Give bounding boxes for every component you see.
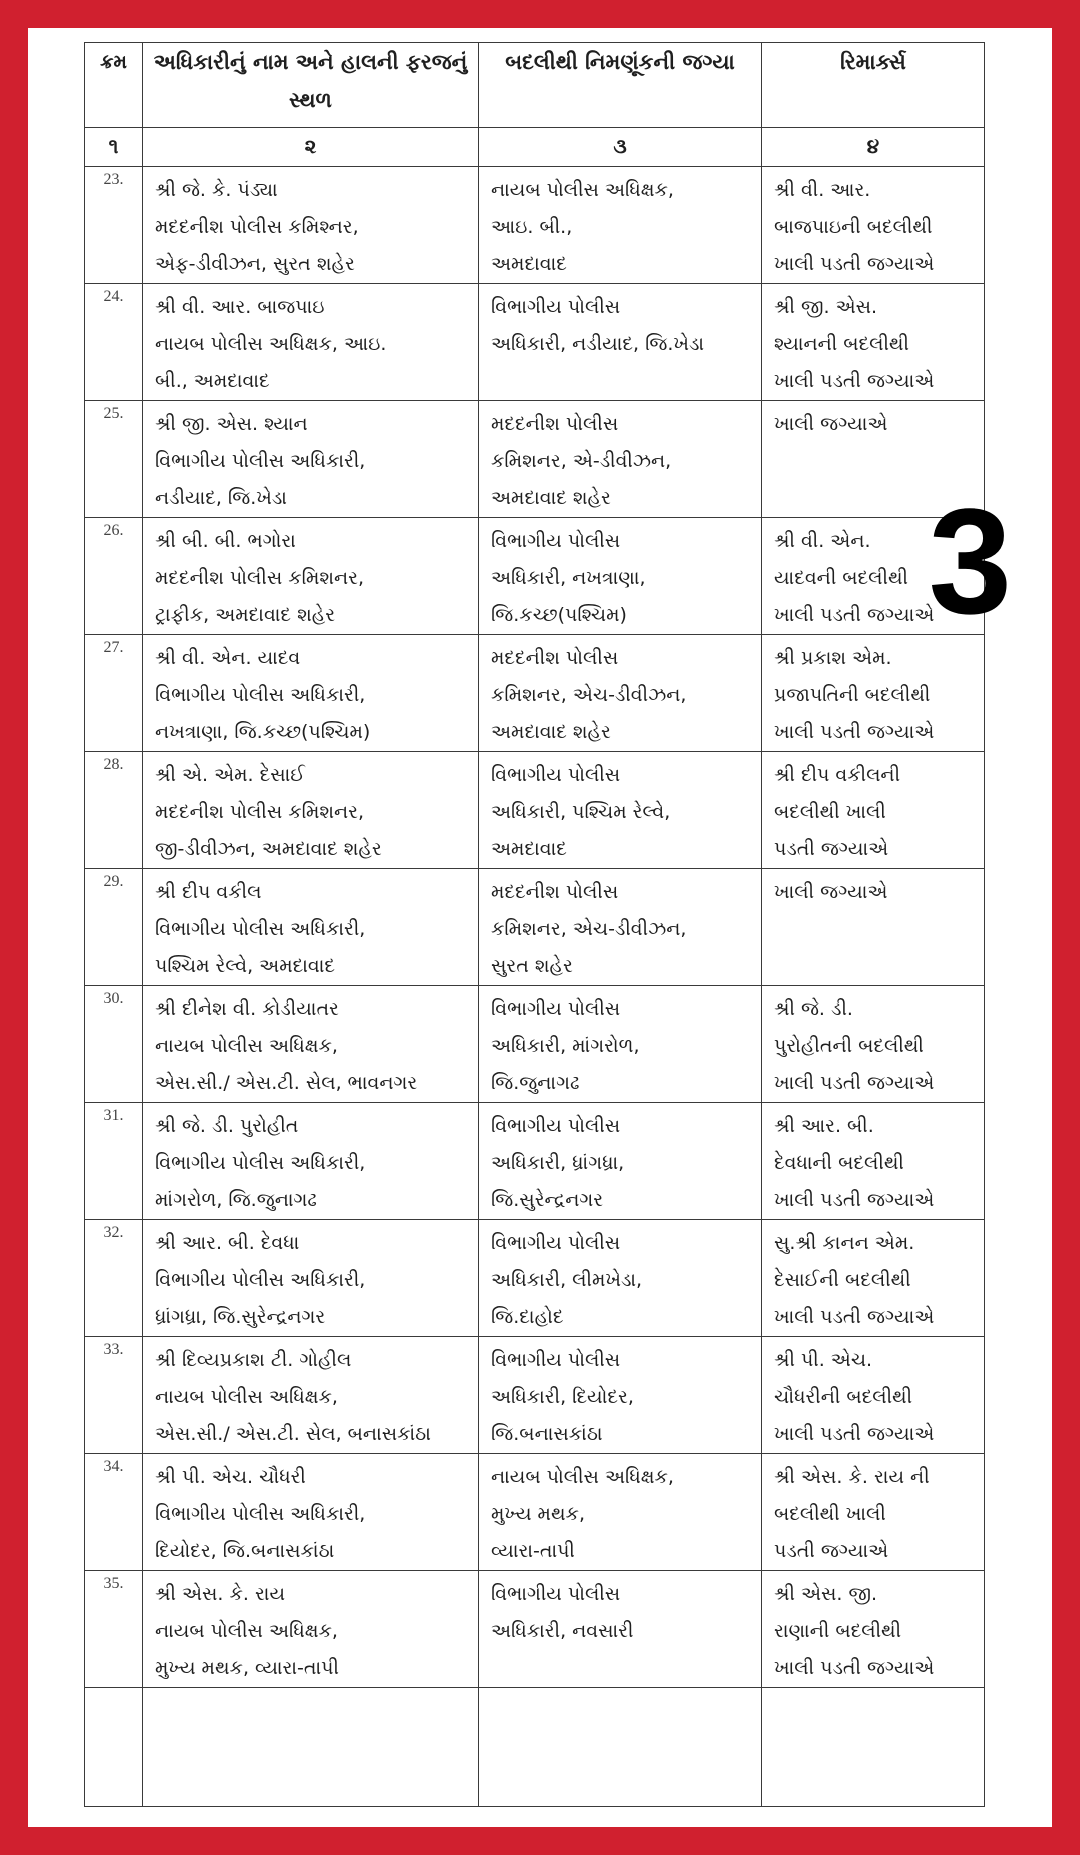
officer-cell bbox=[143, 284, 479, 401]
remarks-line: દેસાઈની બદલીથી bbox=[774, 1269, 911, 1291]
new-posting-line: વિભાગીય પોલીસ bbox=[491, 1583, 621, 1605]
officer-name: શ્રી જી. એસ. શ્યાન bbox=[155, 413, 308, 435]
remarks-line: પુરોહીતની બદલીથી bbox=[774, 1035, 924, 1057]
officer-cell bbox=[143, 518, 479, 635]
officer-name: શ્રી દિવ્યપ્રકાશ ટી. ગોહીલ bbox=[155, 1349, 352, 1371]
new-posting-line: અધિકારી, નડીયાદ, જિ.ખેડા bbox=[491, 333, 705, 355]
officer-name: શ્રી જે. ડી. પુરોહીત bbox=[155, 1115, 299, 1137]
new-posting-cell bbox=[479, 1454, 762, 1571]
current-posting-line: બી., અમદાવાદ bbox=[155, 370, 270, 392]
serial-number: 27. bbox=[85, 635, 143, 752]
new-posting-line: વિભાગીય પોલીસ bbox=[491, 764, 621, 786]
current-posting-line: નાયબ પોલીસ અધિક્ષક, bbox=[155, 1620, 338, 1642]
new-posting-line: મદદનીશ પોલીસ bbox=[491, 413, 619, 435]
remarks-cell bbox=[762, 1454, 985, 1571]
table-row bbox=[85, 284, 985, 401]
officer-name: શ્રી એસ. કે. રાય bbox=[155, 1583, 286, 1605]
new-posting-line: મદદનીશ પોલીસ bbox=[491, 881, 619, 903]
serial-number: 28. bbox=[85, 752, 143, 869]
table-row bbox=[85, 401, 985, 518]
remarks-cell bbox=[762, 167, 985, 284]
officer-cell bbox=[143, 1337, 479, 1454]
remarks-line: શ્રી પી. એચ. bbox=[774, 1349, 873, 1371]
remarks-cell bbox=[762, 1220, 985, 1337]
new-posting-line: અમદાવાદ શહેર bbox=[491, 721, 611, 743]
officer-cell bbox=[143, 167, 479, 284]
current-posting-line: પશ્ચિમ રેલ્વે, અમદાવાદ bbox=[155, 955, 335, 977]
header-remarks: રિમાર્ક્સ bbox=[762, 43, 985, 128]
remarks-line: ખાલી પડતી જગ્યાએ bbox=[774, 253, 935, 275]
new-posting-line: કમિશનર, એચ-ડીવીઝન, bbox=[491, 918, 687, 940]
table-row bbox=[85, 1220, 985, 1337]
new-posting-cell bbox=[479, 869, 762, 986]
serial-number: 24. bbox=[85, 284, 143, 401]
remarks-line: ખાલી પડતી જગ્યાએ bbox=[774, 370, 935, 392]
current-posting-line: વિભાગીય પોલીસ અધિકારી, bbox=[155, 684, 366, 706]
remarks-line: બદલીથી ખાલી bbox=[774, 801, 886, 823]
remarks-line: ખાલી જગ્યાએ bbox=[774, 413, 888, 435]
new-posting-line: અમદાવાદ bbox=[491, 838, 567, 860]
new-posting-line: જિ.કચ્છ(પશ્ચિમ) bbox=[491, 604, 627, 626]
remarks-line: સુ.શ્રી કાનન એમ. bbox=[774, 1232, 915, 1254]
remarks-line: ખાલી પડતી જગ્યાએ bbox=[774, 721, 935, 743]
header-officer: અધિકારીનું નામ અને હાલની ફરજનું સ્થળ bbox=[143, 43, 479, 128]
officer-cell bbox=[143, 401, 479, 518]
serial-number: 31. bbox=[85, 1103, 143, 1220]
new-posting-line: નાયબ પોલીસ અધિક્ષક, bbox=[491, 1466, 674, 1488]
remarks-line: શ્યાનની બદલીથી bbox=[774, 333, 909, 355]
column-number: ૪ bbox=[762, 128, 985, 167]
table-row bbox=[85, 635, 985, 752]
new-posting-line: અધિકારી, નવસારી bbox=[491, 1620, 634, 1642]
column-number: ૩ bbox=[479, 128, 762, 167]
remarks-line: યાદવની બદલીથી bbox=[774, 567, 908, 589]
new-posting-line: અધિકારી, નખત્રાણા, bbox=[491, 567, 646, 589]
current-posting-line: એસ.સી./ એસ.ટી. સેલ, બનાસકાંઠા bbox=[155, 1423, 431, 1445]
officer-cell bbox=[143, 1103, 479, 1220]
officer-name: શ્રી વી. એન. યાદવ bbox=[155, 647, 301, 669]
remarks-line: શ્રી વી. આર. bbox=[774, 179, 871, 201]
blank-cell bbox=[479, 1688, 762, 1807]
new-posting-cell bbox=[479, 752, 762, 869]
officer-cell bbox=[143, 1454, 479, 1571]
serial-number: 35. bbox=[85, 1571, 143, 1688]
remarks-line: શ્રી એસ. કે. રાય ની bbox=[774, 1466, 930, 1488]
table-row bbox=[85, 752, 985, 869]
current-posting-line: ધ્રાંગધ્રા, જિ.સુરેન્દ્રનગર bbox=[155, 1306, 326, 1328]
current-posting-line: દિયોદર, જિ.બનાસકાંઠા bbox=[155, 1540, 335, 1562]
serial-number: 34. bbox=[85, 1454, 143, 1571]
officer-name: શ્રી પી. એચ. ચૌધરી bbox=[155, 1466, 306, 1488]
officer-name: શ્રી એ. એમ. દેસાઈ bbox=[155, 764, 305, 786]
current-posting-line: વિભાગીય પોલીસ અધિકારી, bbox=[155, 1152, 366, 1174]
remarks-cell bbox=[762, 1571, 985, 1688]
current-posting-line: મુખ્ય મથક, વ્યારા-તાપી bbox=[155, 1657, 339, 1679]
serial-number: 26. bbox=[85, 518, 143, 635]
remarks-cell bbox=[762, 635, 985, 752]
blank-cell bbox=[143, 1688, 479, 1807]
column-number: ૧ bbox=[85, 128, 143, 167]
current-posting-line: વિભાગીય પોલીસ અધિકારી, bbox=[155, 450, 366, 472]
current-posting-line: જી-ડીવીઝન, અમદાવાદ શહેર bbox=[155, 838, 382, 860]
officer-cell bbox=[143, 1220, 479, 1337]
table-row bbox=[85, 1103, 985, 1220]
blank-cell bbox=[762, 1688, 985, 1807]
new-posting-line: વિભાગીય પોલીસ bbox=[491, 296, 621, 318]
new-posting-line: અધિકારી, ધ્રાંગધ્રા, bbox=[491, 1152, 625, 1174]
new-posting-cell bbox=[479, 284, 762, 401]
remarks-line: ખાલી પડતી જગ્યાએ bbox=[774, 1189, 935, 1211]
new-posting-cell bbox=[479, 1220, 762, 1337]
new-posting-cell bbox=[479, 1337, 762, 1454]
current-posting-line: નડીયાદ, જિ.ખેડા bbox=[155, 487, 287, 509]
new-posting-line: વિભાગીય પોલીસ bbox=[491, 1349, 621, 1371]
document-page bbox=[28, 28, 1052, 1827]
blank-cell bbox=[85, 1688, 143, 1807]
remarks-cell bbox=[762, 1103, 985, 1220]
header-new-posting: બદલીથી નિમણૂંકની જગ્યા bbox=[479, 43, 762, 128]
table-body bbox=[85, 167, 985, 1688]
current-posting-line: નખત્રાણા, જિ.કચ્છ(પશ્ચિમ) bbox=[155, 721, 371, 743]
table-row bbox=[85, 986, 985, 1103]
header-serial: ક્રમ bbox=[85, 43, 143, 128]
new-posting-cell bbox=[479, 1571, 762, 1688]
new-posting-line: જિ.જુનાગઢ bbox=[491, 1072, 580, 1094]
new-posting-line: વિભાગીય પોલીસ bbox=[491, 1115, 621, 1137]
remarks-line: પડતી જગ્યાએ bbox=[774, 1540, 889, 1562]
table-row bbox=[85, 1454, 985, 1571]
remarks-cell bbox=[762, 869, 985, 986]
new-posting-line: નાયબ પોલીસ અધિક્ષક, bbox=[491, 179, 674, 201]
new-posting-line: જિ.સુરેન્દ્રનગર bbox=[491, 1189, 604, 1211]
serial-number: 30. bbox=[85, 986, 143, 1103]
remarks-line: ખાલી પડતી જગ્યાએ bbox=[774, 1072, 935, 1094]
serial-number: 25. bbox=[85, 401, 143, 518]
remarks-line: શ્રી એસ. જી. bbox=[774, 1583, 878, 1605]
new-posting-cell bbox=[479, 1103, 762, 1220]
new-posting-line: વિભાગીય પોલીસ bbox=[491, 998, 621, 1020]
new-posting-line: વિભાગીય પોલીસ bbox=[491, 530, 621, 552]
remarks-cell bbox=[762, 284, 985, 401]
new-posting-line: જિ.દાહોદ bbox=[491, 1306, 564, 1328]
new-posting-cell bbox=[479, 635, 762, 752]
new-posting-line: અધિકારી, દિયોદર, bbox=[491, 1386, 634, 1408]
remarks-line: શ્રી દીપ વકીલની bbox=[774, 764, 901, 786]
table-row bbox=[85, 167, 985, 284]
new-posting-line: મદદનીશ પોલીસ bbox=[491, 647, 619, 669]
column-number-row bbox=[85, 128, 985, 167]
serial-number: 23. bbox=[85, 167, 143, 284]
new-posting-line: મુખ્ય મથક, bbox=[491, 1503, 585, 1525]
remarks-line: શ્રી આર. બી. bbox=[774, 1115, 874, 1137]
current-posting-line: વિભાગીય પોલીસ અધિકારી, bbox=[155, 1503, 366, 1525]
table-row bbox=[85, 518, 985, 635]
current-posting-line: નાયબ પોલીસ અધિક્ષક, bbox=[155, 1386, 338, 1408]
remarks-line: ખાલી જગ્યાએ bbox=[774, 881, 888, 903]
remarks-cell bbox=[762, 986, 985, 1103]
remarks-cell bbox=[762, 1337, 985, 1454]
remarks-line: ખાલી પડતી જગ્યાએ bbox=[774, 1423, 935, 1445]
column-number: ૨ bbox=[143, 128, 479, 167]
blank-row bbox=[85, 1688, 985, 1807]
current-posting-line: નાયબ પોલીસ અધિક્ષક, bbox=[155, 1035, 338, 1057]
officer-name: શ્રી દીનેશ વી. કોડીયાતર bbox=[155, 998, 339, 1020]
current-posting-line: વિભાગીય પોલીસ અધિકારી, bbox=[155, 1269, 366, 1291]
remarks-line: બાજપાઇની બદલીથી bbox=[774, 216, 933, 238]
current-posting-line: મદદનીશ પોલીસ કમિશ્નર, bbox=[155, 216, 359, 238]
officer-cell bbox=[143, 869, 479, 986]
remarks-line: પ્રજાપતિની બદલીથી bbox=[774, 684, 931, 706]
current-posting-line: વિભાગીય પોલીસ અધિકારી, bbox=[155, 918, 366, 940]
remarks-cell bbox=[762, 752, 985, 869]
current-posting-line: મદદનીશ પોલીસ કમિશનર, bbox=[155, 801, 365, 823]
serial-number: 32. bbox=[85, 1220, 143, 1337]
new-posting-line: વિભાગીય પોલીસ bbox=[491, 1232, 621, 1254]
remarks-line: શ્રી વી. એન. bbox=[774, 530, 871, 552]
table-row bbox=[85, 1571, 985, 1688]
remarks-line: ખાલી પડતી જગ્યાએ bbox=[774, 1306, 935, 1328]
officer-name: શ્રી આર. બી. દેવધા bbox=[155, 1232, 300, 1254]
current-posting-line: એસ.સી./ એસ.ટી. સેલ, ભાવનગર bbox=[155, 1072, 418, 1094]
new-posting-line: અધિકારી, લીમખેડા, bbox=[491, 1269, 643, 1291]
officer-cell bbox=[143, 1571, 479, 1688]
remarks-line: ખાલી પડતી જગ્યાએ bbox=[774, 604, 935, 626]
officer-cell bbox=[143, 635, 479, 752]
table-row bbox=[85, 869, 985, 986]
officer-cell bbox=[143, 986, 479, 1103]
new-posting-cell bbox=[479, 167, 762, 284]
new-posting-line: કમિશનર, એચ-ડીવીઝન, bbox=[491, 684, 687, 706]
officer-name: શ્રી બી. બી. ભગોરા bbox=[155, 530, 296, 552]
officer-name: શ્રી વી. આર. બાજપાઇ bbox=[155, 296, 325, 318]
remarks-line: શ્રી જી. એસ. bbox=[774, 296, 878, 318]
officer-name: શ્રી દીપ વકીલ bbox=[155, 881, 262, 903]
new-posting-line: કમિશનર, એ-ડીવીઝન, bbox=[491, 450, 672, 472]
remarks-line: ખાલી પડતી જગ્યાએ bbox=[774, 1657, 935, 1679]
remarks-line: બદલીથી ખાલી bbox=[774, 1503, 886, 1525]
header-row bbox=[85, 43, 985, 128]
serial-number: 29. bbox=[85, 869, 143, 986]
new-posting-line: અધિકારી, માંગરોળ, bbox=[491, 1035, 640, 1057]
new-posting-cell bbox=[479, 986, 762, 1103]
remarks-line: શ્રી પ્રકાશ એમ. bbox=[774, 647, 892, 669]
new-posting-line: જિ.બનાસકાંઠા bbox=[491, 1423, 603, 1445]
officer-name: શ્રી જે. કે. પંડ્યા bbox=[155, 179, 278, 201]
new-posting-line: સુરત શહેર bbox=[491, 955, 573, 977]
new-posting-line: વ્યારા-તાપી bbox=[491, 1540, 575, 1562]
page-number: 3 bbox=[928, 477, 1012, 645]
officer-cell bbox=[143, 752, 479, 869]
new-posting-cell bbox=[479, 518, 762, 635]
current-posting-line: નાયબ પોલીસ અધિક્ષક, આઇ. bbox=[155, 333, 387, 355]
current-posting-line: મદદનીશ પોલીસ કમિશનર, bbox=[155, 567, 365, 589]
serial-number: 33. bbox=[85, 1337, 143, 1454]
new-posting-cell bbox=[479, 401, 762, 518]
remarks-line: પડતી જગ્યાએ bbox=[774, 838, 889, 860]
new-posting-line: આઇ. બી., bbox=[491, 216, 573, 238]
remarks-line: શ્રી જે. ડી. bbox=[774, 998, 853, 1020]
table-row bbox=[85, 1337, 985, 1454]
current-posting-line: ટ્રાફીક, અમદાવાદ શહેર bbox=[155, 604, 336, 626]
current-posting-line: એફ-ડીવીઝન, સુરત શહેર bbox=[155, 253, 355, 275]
remarks-line: દેવધાની બદલીથી bbox=[774, 1152, 904, 1174]
remarks-line: રાણાની બદલીથી bbox=[774, 1620, 902, 1642]
new-posting-line: અધિકારી, પશ્ચિમ રેલ્વે, bbox=[491, 801, 671, 823]
current-posting-line: માંગરોળ, જિ.જુનાગઢ bbox=[155, 1189, 317, 1211]
remarks-line: ચૌધરીની બદલીથી bbox=[774, 1386, 913, 1408]
transfer-table bbox=[84, 42, 985, 1807]
new-posting-line: અમદાવાદ શહેર bbox=[491, 487, 611, 509]
new-posting-line: અમદાવાદ bbox=[491, 253, 567, 275]
